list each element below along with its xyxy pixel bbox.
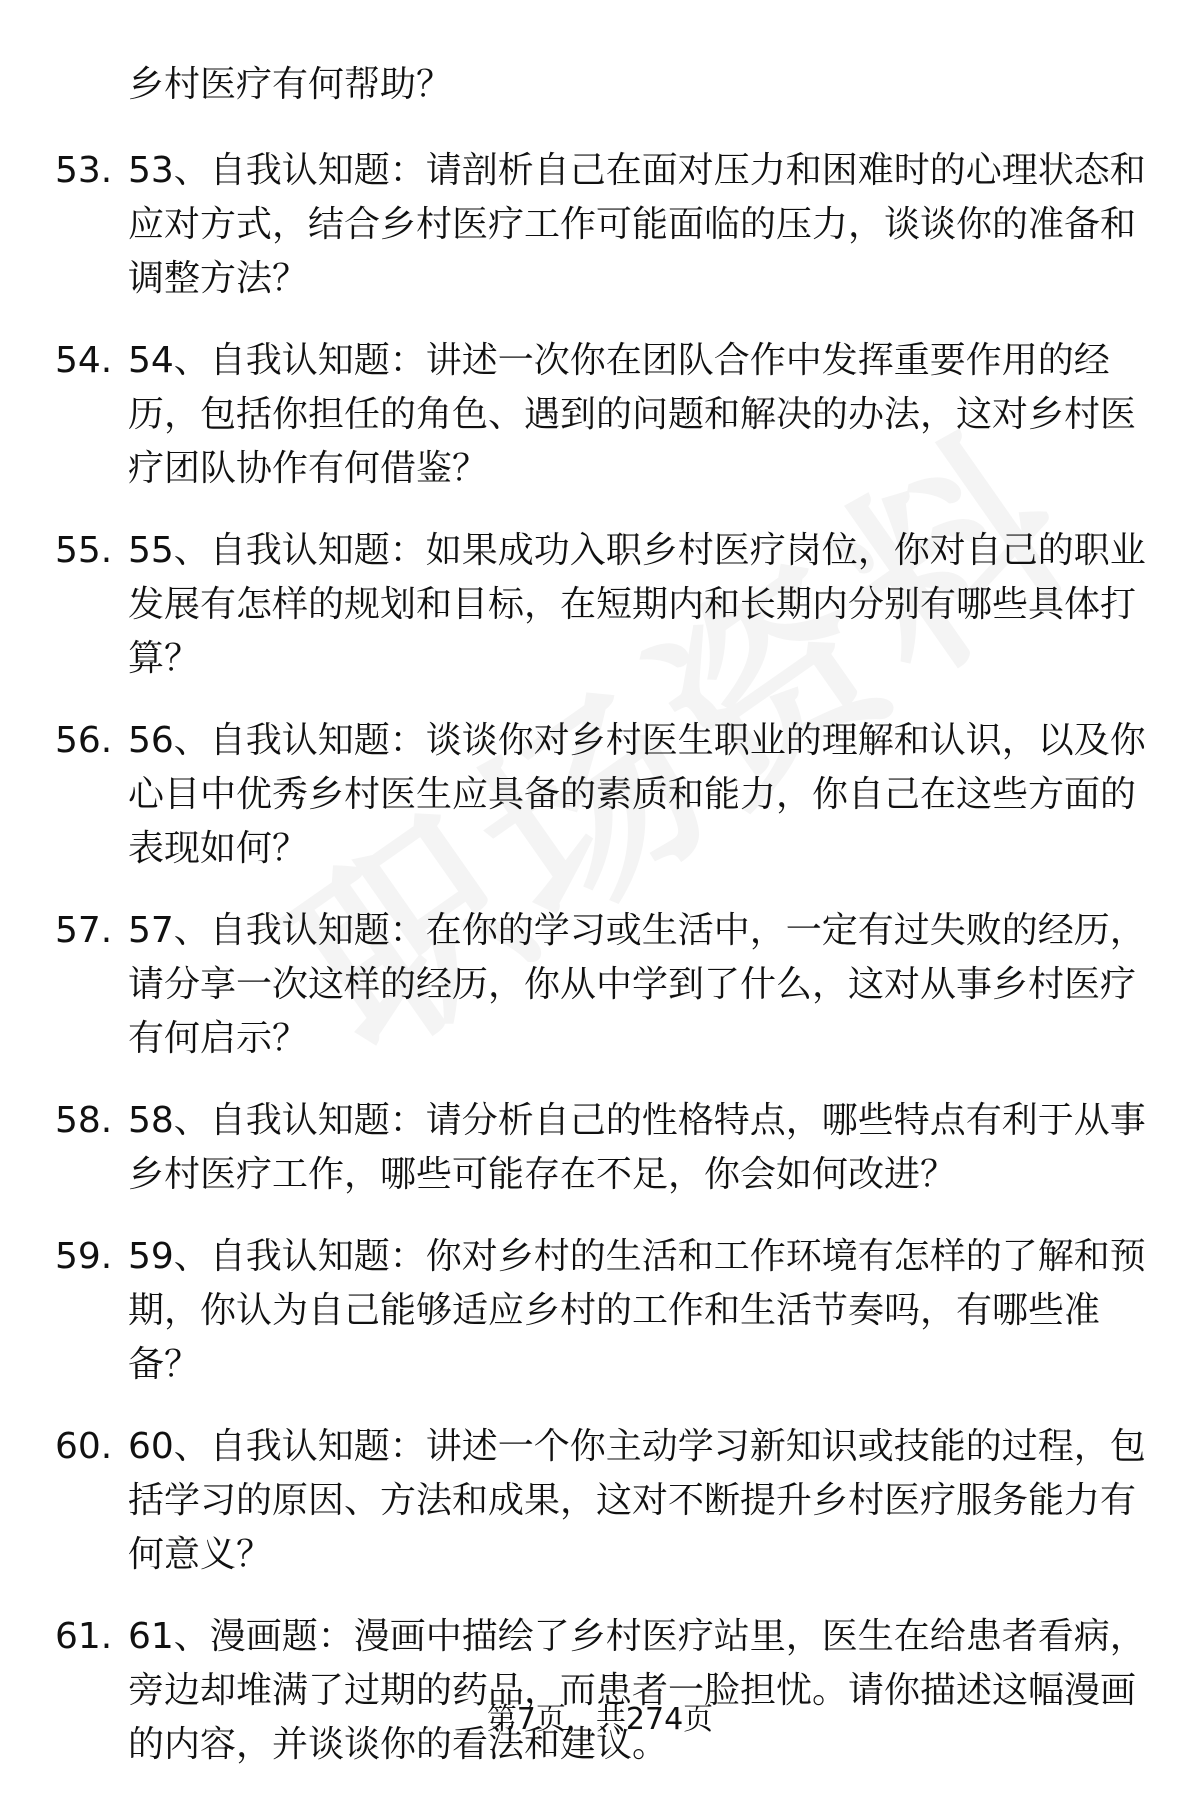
question-item-61 [0,1610,1200,1774]
page-footer: 第7页，共274页 [486,1702,714,1737]
question-text: 57、自我认知题：在你的学习或生活中，一定有过失败的经历，请分享一次这样的经历，你从中学到了什么，这对从事乡村医疗有何启示？ [128,910,1146,1059]
question-text: 59、自我认知题：你对乡村的生活和工作环境有怎样的了解和预期，你认为自己能够适应乡村的工作和生活节奏吗，有哪些准备？ [128,1236,1146,1385]
question-number: 60. [55,1426,113,1467]
continuation-text: 乡村医疗有何帮助？ [128,64,453,105]
question-item-54 [0,334,1200,498]
question-item-58 [0,1094,1200,1204]
question-item-55 [0,524,1200,688]
question-item-56 [0,714,1200,878]
question-text: 58、自我认知题：请分析自己的性格特点，哪些特点有利于从事乡村医疗工作，哪些可能存在不足，你会如何改进？ [128,1100,1146,1195]
question-text: 56、自我认知题：谈谈你对乡村医生职业的理解和认识，以及你心目中优秀乡村医生应具备的素质和能力，你自己在这些方面的表现如何？ [128,720,1146,869]
question-text: 53、自我认知题：请剖析自己在面对压力和困难时的心理状态和应对方式，结合乡村医疗工作可能面临的压力，谈谈你的准备和调整方法？ [128,150,1146,299]
question-number: 59. [55,1236,113,1277]
question-item-57 [0,904,1200,1068]
question-number: 57. [55,910,113,951]
question-item-60 [0,1420,1200,1584]
question-number: 55. [55,530,113,571]
question-item-53 [0,144,1200,308]
question-item-59 [0,1230,1200,1394]
question-text: 55、自我认知题：如果成功入职乡村医疗岗位，你对自己的职业发展有怎样的规划和目标，在短期内和长期内分别有哪些具体打算？ [128,530,1146,679]
question-number: 58. [55,1100,113,1141]
question-number: 56. [55,720,113,761]
question-text: 54、自我认知题：讲述一次你在团队合作中发挥重要作用的经历，包括你担任的角色、遇到的问题和解决的办法，这对乡村医疗团队协作有何借鉴？ [128,340,1137,489]
question-list [0,144,1200,1800]
question-text: 60、自我认知题：讲述一个你主动学习新知识或技能的过程，包括学习的原因、方法和成果，这对不断提升乡村医疗服务能力有何意义？ [128,1426,1146,1575]
question-number: 53. [55,150,113,191]
question-number: 61. [55,1616,113,1657]
question-number: 54. [55,340,113,381]
question-text: 61、漫画题：漫画中描绘了乡村医疗站里，医生在给患者看病，旁边却堆满了过期的药品，而患者一脸担忧。请你描述这幅漫画的内容，并谈谈你的看法和建议。 [128,1616,1146,1765]
